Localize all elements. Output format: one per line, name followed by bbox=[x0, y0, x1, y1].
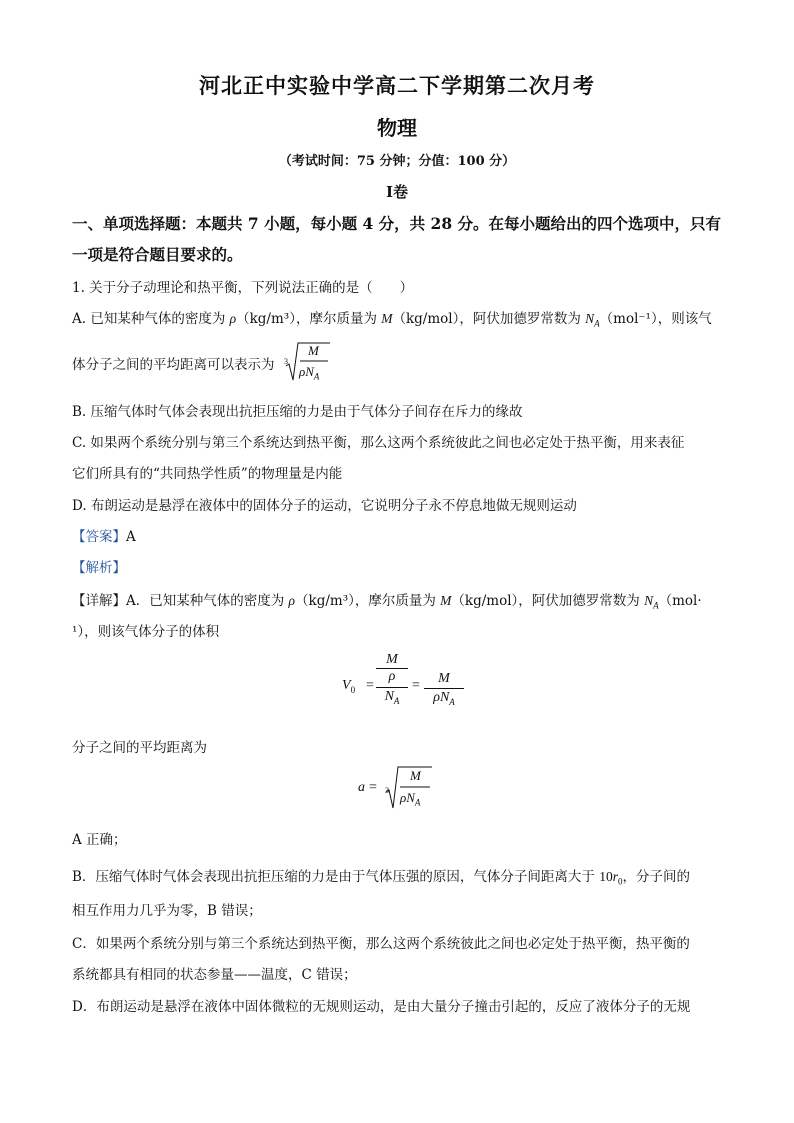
detail-line2: ¹），则该气体分子的体积 bbox=[72, 624, 220, 640]
option-a-text-3: （kg/mol），阿伏加德罗常数为 bbox=[392, 311, 586, 327]
avogadro-symbol: $N_A$ bbox=[585, 311, 600, 329]
section-heading-line1: 一、单项选择题：本题共 7 小题，每小题 4 分，共 28 分。在每小题给出的四个选项中，只有 bbox=[72, 214, 722, 233]
volume-label: Ⅰ卷 bbox=[385, 183, 409, 201]
option-a-text-1: A. 已知某种气体的密度为 bbox=[72, 311, 230, 327]
answer-tag: 【答案】 bbox=[72, 529, 126, 545]
radical-denominator-2: $\rho N_A$ bbox=[400, 790, 421, 808]
analysis-tag: 【解析】 bbox=[72, 560, 126, 576]
question-stem: 1. 关于分子动理论和热平衡，下列说法正确的是（ ） bbox=[72, 280, 414, 296]
option-a-cube-root-formula bbox=[284, 340, 344, 384]
option-b: B. 压缩气体时气体会表现出抗拒压缩的力是由于气体分子间存在斥力的缘故 bbox=[72, 404, 523, 420]
a-correct-line: A 正确； bbox=[72, 832, 127, 848]
answer-line bbox=[72, 525, 136, 545]
root-index: 3 bbox=[284, 357, 288, 366]
option-a-line2: 体分子之间的平均距离可以表示为 bbox=[72, 357, 275, 373]
detail-b-line1: B．压缩气体时气体会表现出抗拒压缩的力是由于气体压强的原因，气体分子间距离大于 $10r_0$，分子间的 bbox=[72, 869, 690, 887]
detail-line1: 【详解】A．已知某种气体的密度为 ρ（kg/m³），摩尔质量为 M（kg/mol），阿伏加德罗常数为 $N_A(mol\cdot$ bbox=[72, 593, 702, 611]
equals-sign-2: = bbox=[412, 678, 420, 693]
answer-value: A bbox=[126, 529, 136, 545]
distance-formula bbox=[358, 764, 448, 812]
detail-c-line1: C．如果两个系统分别与第三个系统达到热平衡，那么这两个系统彼此之间也必定处于热平衡，热平衡的 bbox=[72, 936, 690, 952]
exam-info: （考试时间：75 分钟；分值：100 分） bbox=[278, 154, 516, 169]
simple-fraction: M $\rho N_A$ bbox=[424, 670, 464, 711]
v0-symbol: $V_0$ bbox=[342, 678, 356, 695]
option-a-line1 bbox=[72, 307, 712, 329]
detail-b-line2: 相互作用力几乎为零，B 错误； bbox=[72, 903, 262, 919]
radical-numerator-2: M bbox=[410, 768, 421, 783]
detail-d-line1: D．布朗运动是悬浮在液体中固体微粒的无规则运动，是由大量分子撞击引起的，反应了液体分子的无规 bbox=[72, 999, 691, 1015]
option-a-text-4: （mol⁻¹），则该气 bbox=[599, 311, 712, 327]
equals-sign-3: = bbox=[369, 780, 377, 795]
a-symbol: a bbox=[358, 780, 365, 795]
detail-c-line2: 系统都具有相同的状态参量——温度，C 错误； bbox=[72, 967, 357, 983]
radical-denominator: $\rho N_A$ bbox=[299, 364, 320, 382]
equals-sign-1: = bbox=[366, 678, 374, 693]
option-d: D. 布朗运动是悬浮在液体中的固体分子的运动，它说明分子永不停息地做无规则运动 bbox=[72, 498, 577, 514]
option-c-line1: C. 如果两个系统分别与第三个系统达到热平衡，那么这两个系统彼此之间也必定处于热平衡，用来表征 bbox=[72, 435, 685, 451]
root-index-2: 3 bbox=[385, 786, 389, 795]
molar-mass-symbol: M bbox=[381, 311, 393, 326]
section-heading-line2: 一项是符合题目要求的。 bbox=[72, 245, 243, 264]
document-title: 河北正中实验中学高二下学期第二次月考 bbox=[199, 73, 595, 98]
rho-symbol: ρ bbox=[229, 311, 237, 326]
option-a-text-2: （kg/m³），摩尔质量为 bbox=[236, 311, 382, 327]
subject-title: 物理 bbox=[377, 116, 417, 140]
distance-line: 分子之间的平均距离为 bbox=[72, 740, 207, 756]
option-c-line2: 它们所具有的“共同热学性质”的物理量是内能 bbox=[72, 466, 343, 482]
detail-tag: 【详解】 bbox=[72, 593, 126, 609]
radical-numerator: M bbox=[308, 343, 319, 358]
compound-fraction: M ρ $N_A$ bbox=[376, 652, 408, 710]
